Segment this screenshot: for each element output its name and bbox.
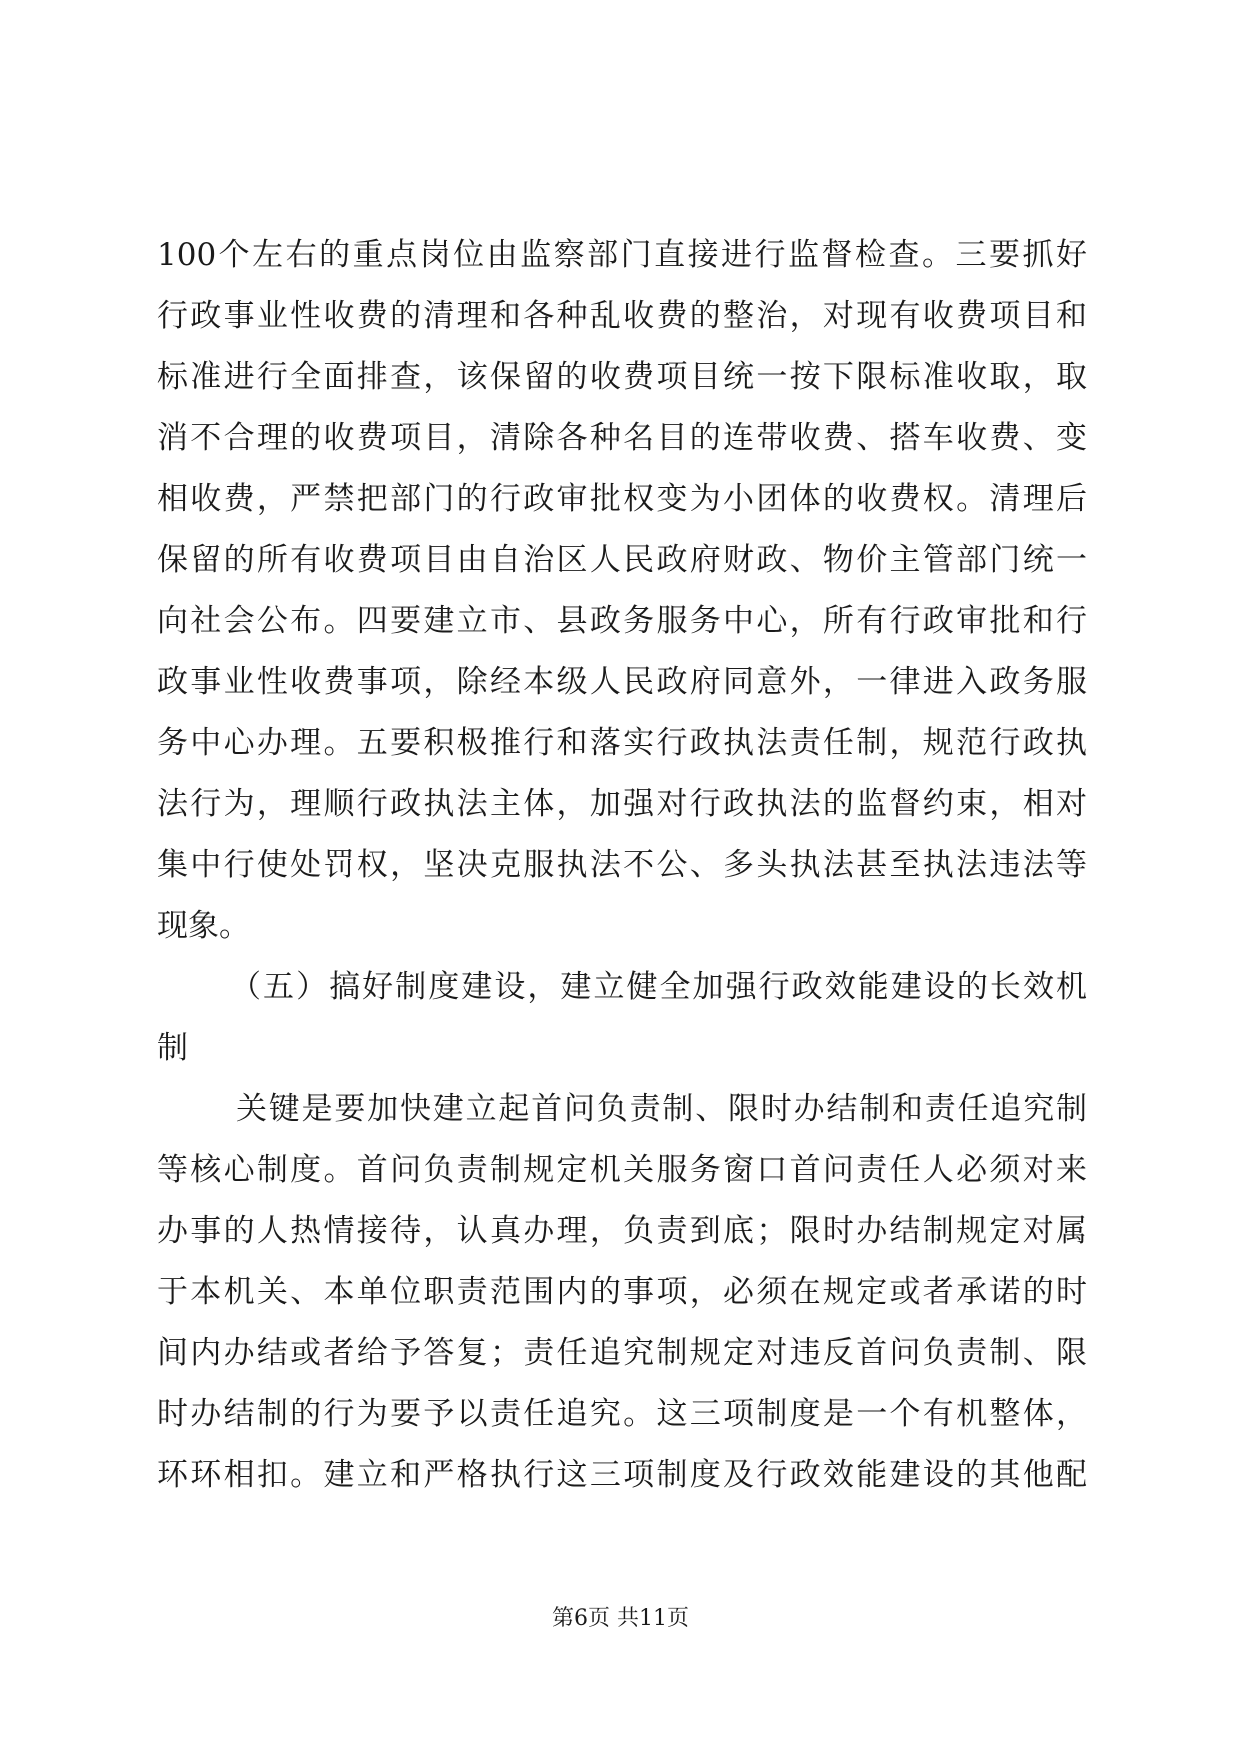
heading-line: （五）搞好制度建设，建立健全加强行政效能建设的长效机 <box>230 969 1087 1005</box>
text-line: 向社会公布。四要建立市、县政务服务中心，所有行政审批和行 <box>157 603 1087 639</box>
text-line: 消不合理的收费项目，清除各种名目的连带收费、搭车收费、变 <box>157 420 1087 456</box>
text-line: 关键是要加快建立起首问负责制、限时办结制和责任追究制 <box>236 1091 1087 1127</box>
text-line: 办事的人热情接待，认真办理，负责到底；限时办结制规定对属 <box>157 1213 1087 1249</box>
document-body <box>157 225 1087 1506</box>
text-line: 于本机关、本单位职责范围内的事项，必须在规定或者承诺的时 <box>157 1274 1087 1310</box>
text-line: 集中行使处罚权，坚决克服执法不公、多头执法甚至执法违法等 <box>157 847 1087 883</box>
text-line: 等核心制度。首问负责制规定机关服务窗口首问责任人必须对来 <box>157 1152 1087 1188</box>
text-line: 政事业性收费事项，除经本级人民政府同意外，一律进入政务服 <box>157 664 1087 700</box>
text-line: 现象。 <box>157 908 250 944</box>
section-heading <box>157 957 1087 1079</box>
text-line: 100个左右的重点岗位由监察部门直接进行监督检查。三要抓好 <box>157 237 1087 273</box>
text-line: 法行为，理顺行政执法主体，加强对行政执法的监督约束，相对 <box>157 786 1087 822</box>
text-line: 间内办结或者给予答复；责任追究制规定对违反首问负责制、限 <box>157 1335 1087 1371</box>
paragraph-core-systems <box>157 1079 1087 1506</box>
text-line: 时办结制的行为要予以责任追究。这三项制度是一个有机整体， <box>157 1396 1087 1432</box>
text-line: 保留的所有收费项目由自治区人民政府财政、物价主管部门统一 <box>157 542 1087 578</box>
text-line: 环环相扣。建立和严格执行这三项制度及行政效能建设的其他配 <box>157 1457 1087 1493</box>
page-number-footer: 第6页 共11页 <box>552 1606 689 1631</box>
text-line: 相收费，严禁把部门的行政审批权变为小团体的收费权。清理后 <box>157 481 1087 517</box>
heading-line: 制 <box>157 1030 188 1066</box>
text-line: 行政事业性收费的清理和各种乱收费的整治，对现有收费项目和 <box>157 298 1087 334</box>
paragraph-continuation <box>157 225 1087 957</box>
text-line: 标准进行全面排查，该保留的收费项目统一按下限标准收取，取 <box>157 359 1087 395</box>
text-line: 务中心办理。五要积极推行和落实行政执法责任制，规范行政执 <box>157 725 1087 761</box>
